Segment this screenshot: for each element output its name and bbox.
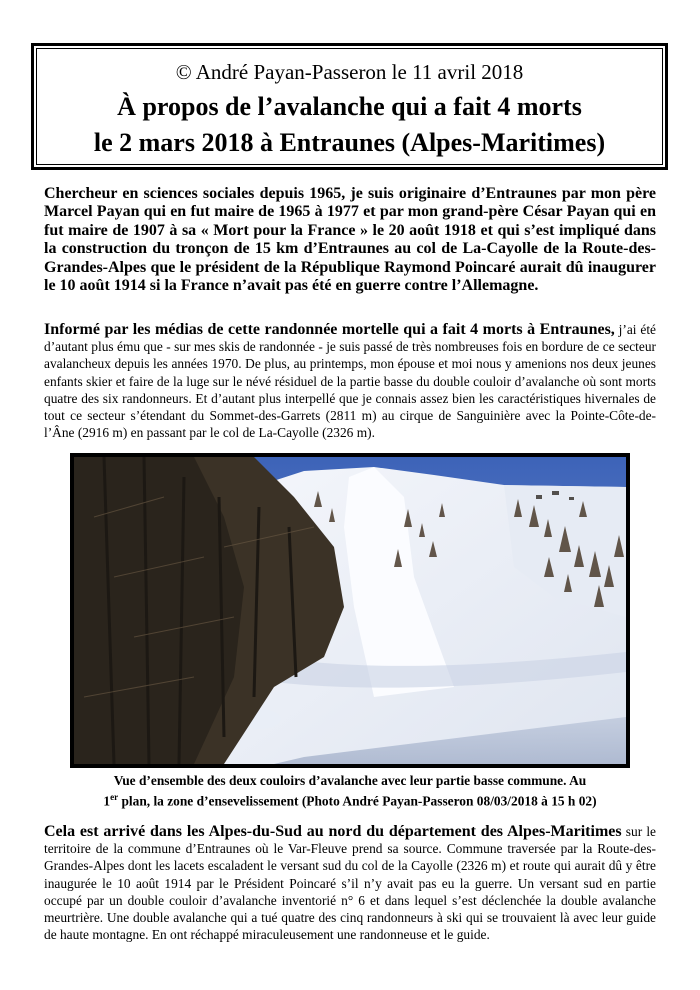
title-line-2: le 2 mars 2018 à Entraunes (Alpes-Maritimes) bbox=[93, 128, 606, 157]
copyright-line: © André Payan-Passeron le 11 avril 2018 bbox=[175, 60, 524, 84]
paragraph-informed-lead: Informé par les médias de cette randonnée mortelle qui a fait 4 morts à Entraunes, bbox=[44, 321, 615, 338]
avalanche-photo bbox=[70, 453, 630, 768]
caption-line-1: Vue d’ensemble des deux couloirs d’avalanche avec leur partie basse commune. Au bbox=[113, 773, 587, 788]
caption-line-2-text: plan, la zone d’ensevelissement (Photo André Payan-Passeron 08/03/2018 à 15 h 02) bbox=[118, 793, 597, 809]
photo-caption bbox=[44, 773, 656, 809]
paragraph-location-body: sur le territoire de la commune d’Entraunes où le Var-Fleuve prend sa source. Commune traversée par la Route-des-Grandes-Alpes dont les lacets escaladent le versant sud du col de la Cayolle (2326 m) et route qui aurait dû y être inaugurée le 10 août 1914 par le Président Poincaré s’il n’y avait pas eu la guerre. Un versant sud en partie occupé par un double couloir d’avalanche inventorié n° 6 et dans lequel s’est déclenchée la double avalanche meurtrière. Une double avalanche qui a tué quatre des cinq randonneurs à ski qui se trouvaient là avec leur guide de haute montagne. En ont réchappé miraculeusement une randonneuse et le guide. bbox=[44, 824, 656, 943]
caption-line-2 bbox=[44, 789, 656, 809]
avalanche-photo-illustration bbox=[74, 457, 626, 764]
paragraph-location bbox=[44, 823, 656, 943]
caption-ordinal: 1 bbox=[103, 793, 111, 809]
caption-ordinal-suffix: er bbox=[110, 792, 119, 802]
title-line-1: À propos de l’avalanche qui a fait 4 morts bbox=[117, 92, 582, 121]
paragraph-location-lead: Cela est arrivé dans les Alpes-du-Sud au nord du département des Alpes-Maritimes bbox=[44, 823, 622, 840]
paragraph-informed-body: j’ai été d’autant plus ému que - sur mes skis de randonnée - je suis passé de très nombreuses fois en bordure de ce secteur avalancheux depuis les années 1970. De plus, au printemps, mon épouse et moi nous y amenions nos deux jeunes enfants skier et faire de la luge sur le névé résiduel de la partie basse du double couloir d’avalanche où sont morts quatre des six randonneurs. Et d’autant plus interpellé que je connais assez bien les caractéristiques hivernales de tout ce secteur s’étendant du Sommet-des-Garrets (2811 m) au cirque de Sanguinière avec la Pointe-Côte-de-l’Âne (2916 m) en passant par le col de La-Cayolle (2326 m). bbox=[44, 322, 656, 441]
paragraph-intro: Chercheur en sciences sociales depuis 1965, je suis originaire d’Entraunes par mon père Marcel Payan qui en fut maire de 1965 à 1977 et par mon grand-père César Payan qui en fut maire de 1907 à sa « Mort pour la France » le 20 août 1918 et qui s’est impliqué dans la construction du tronçon de 15 km d’Entraunes au col de La-Cayolle de la Route-des-Grandes-Alpes que le président de la République Raymond Poincaré aurait dû inaugurer le 10 août 1914 si la France n’avait pas été en guerre contre l’Allemagne. bbox=[44, 185, 656, 295]
paragraph-informed bbox=[44, 321, 656, 441]
title-box bbox=[31, 43, 668, 170]
